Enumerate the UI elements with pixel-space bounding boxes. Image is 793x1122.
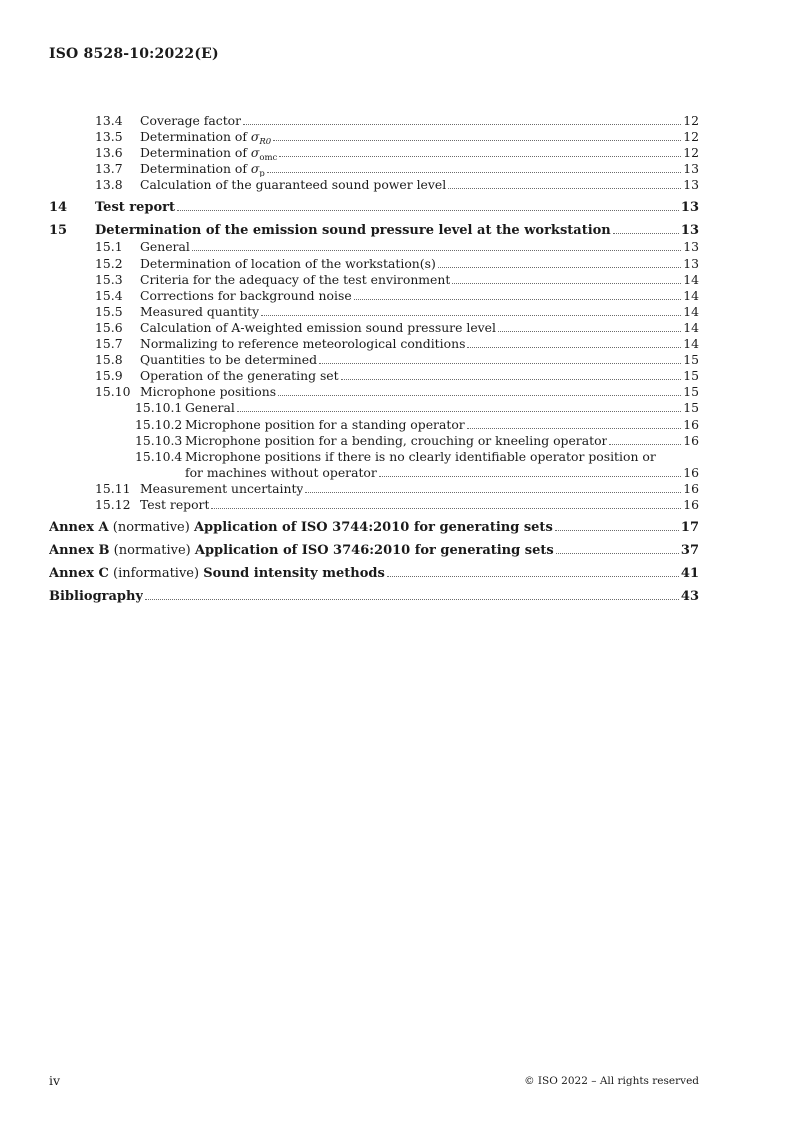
toc-entry-page: 13 [683,161,699,177]
dot-leader [279,156,681,157]
dot-leader [177,210,679,211]
toc-entry-title: Microphone position for a standing operator [185,416,465,432]
toc-entry-page: 14 [683,336,699,352]
toc-entry-15-8[interactable] [49,352,699,368]
toc-entry-page: 13 [683,239,699,255]
dot-leader [273,140,681,141]
table-of-contents [49,113,699,605]
toc-entry-number: 15.6 [95,319,123,335]
toc-entry-number: 15.4 [95,287,123,303]
toc-entry-number: 15.8 [95,352,123,368]
toc-entry-title: Measured quantity [140,303,260,319]
page-number: iv [49,1073,61,1088]
toc-entry-page: 16 [683,480,699,496]
toc-entry-annex-b[interactable] [49,542,699,559]
toc-annex-list [49,519,699,582]
toc-entry-title: Test report [140,496,210,512]
toc-entry-page: 17 [680,520,699,536]
toc-entry-number: 13.4 [95,113,123,128]
sigma-symbol: σ [250,161,260,177]
sigma-subscript: omc [259,153,278,162]
toc-entry-page: 13 [683,255,699,271]
toc-entry-number: 15.10.3 [135,432,183,448]
toc-entry-14[interactable] [49,199,699,216]
dot-leader [192,250,681,251]
toc-entry-number: 15.10 [95,384,131,400]
dot-leader [438,267,681,268]
toc-entry-title: Determination of the emission sound pressure level at the workstation [95,223,611,239]
dot-leader [452,283,681,284]
toc-entry-15-7[interactable] [49,336,699,352]
toc-entry-number: 15.10.2 [135,416,183,432]
toc-entry-title [49,565,385,582]
title-prefix: Determination of [140,161,251,177]
dot-leader [211,508,681,509]
toc-entry-page: 43 [680,589,699,605]
toc-entry-page: 13 [680,223,699,239]
toc-entry-15-10-1[interactable] [49,400,699,416]
toc-entry-number: 15.3 [95,271,123,287]
toc-entry-page: 13 [680,200,699,216]
dot-leader [243,124,681,125]
toc-entry-title: Coverage factor [140,113,242,128]
dot-leader [261,315,681,316]
toc-entry-13-4[interactable] [49,113,699,129]
toc-entry-15-11[interactable] [49,481,699,497]
toc-entry-15-10-3[interactable] [49,433,699,449]
toc-entry-15-12[interactable] [49,497,699,513]
toc-entry-number: 15.2 [95,255,123,271]
toc-entry-15-9[interactable] [49,368,699,384]
toc-entry-annex-a[interactable] [49,519,699,536]
dot-leader [498,331,681,332]
toc-entry-title: Measurement uncertainty [140,480,304,496]
toc-section-15-tail-list [49,481,699,513]
toc-entry-15-10-2[interactable] [49,417,699,433]
toc-entry-page: 16 [683,416,699,432]
toc-entry-title: General [185,400,235,416]
toc-entry-title: Calculation of the guaranteed sound power level [140,177,447,193]
annex-label: Annex B [49,543,110,559]
toc-entry-page: 12 [683,113,699,128]
toc-entry-title [140,129,271,145]
toc-entry-15[interactable] [49,222,699,239]
toc-entry-number: 15.11 [95,480,131,496]
toc-entry-page: 37 [680,543,699,559]
toc-entry-title: Criteria for the adequacy of the test environment [140,271,451,287]
toc-entry-number: 13.5 [95,129,123,145]
toc-entry-title-line1: Microphone positions if there is no clearly identifiable operator position or [185,448,656,464]
annex-title: Sound intensity methods [203,566,385,582]
toc-entry-number: 15.10.4 [135,448,183,464]
dot-leader [354,299,682,300]
toc-entry-title: Corrections for background noise [140,287,352,303]
sigma-subscript: R0 [259,137,272,146]
dot-leader [555,530,679,531]
toc-entry-number: 13.6 [95,145,123,161]
dot-leader [319,363,681,364]
toc-entry-number: 13.8 [95,177,123,193]
toc-entry-bibliography[interactable] [49,588,699,605]
annex-kind: (informative) [113,566,200,582]
title-prefix: Determination of [140,145,251,161]
toc-entry-page: 15 [683,400,699,416]
dot-leader [305,492,681,493]
toc-entry-page: 16 [683,464,699,480]
toc-entry-page: 14 [683,271,699,287]
toc-entry-title-line2: for machines without operator [185,464,377,480]
annex-kind: (normative) [113,543,191,559]
toc-entry-number: 15.9 [95,368,123,384]
toc-entry-15-4[interactable] [49,288,699,304]
toc-entry-13-5[interactable] [49,129,699,145]
dot-leader [379,476,681,477]
dot-leader [467,347,681,348]
toc-entry-page: 15 [683,384,699,400]
dot-leader [237,411,681,412]
toc-entry-page: 12 [683,145,699,161]
toc-entry-title: Operation of the generating set [140,368,339,384]
toc-entry-number: 13.7 [95,161,123,177]
toc-entry-13-8[interactable] [49,177,699,193]
toc-entry-number: 15 [49,223,68,239]
title-prefix: Determination of [140,129,251,145]
dot-leader [387,576,679,577]
toc-entry-title [49,519,553,536]
toc-entry-13-7[interactable] [49,161,699,177]
dot-leader [448,188,681,189]
toc-entry-title: Bibliography [49,589,144,605]
annex-title: Application of ISO 3746:2010 for generating sets [194,543,554,559]
annex-title: Application of ISO 3744:2010 for generating sets [193,520,553,536]
toc-entry-title: Determination of location of the workstation(s) [140,255,436,271]
dot-leader [609,444,681,445]
toc-entry-title: Calculation of A-weighted emission sound pressure level [140,319,496,335]
toc-entry-number: 15.1 [95,239,123,255]
toc-entry-page: 41 [680,566,699,582]
toc-entry-title [140,161,265,177]
toc-entry-number: 15.10.1 [135,400,183,416]
toc-entry-page: 15 [683,368,699,384]
toc-entry-15-10-4[interactable] [49,449,699,465]
dot-leader [267,172,681,173]
toc-entry-title [49,542,554,559]
toc-entry-15-3[interactable] [49,272,699,288]
toc-entry-number: 15.12 [95,496,131,512]
annex-label: Annex C [49,566,109,582]
toc-entry-page: 14 [683,287,699,303]
toc-entry-title [140,145,277,161]
dot-leader [278,395,681,396]
dot-leader [145,599,679,600]
toc-section-15-list [49,239,699,400]
toc-entry-15-5[interactable] [49,304,699,320]
sigma-subscript: p [259,169,265,178]
toc-entry-title: Microphone position for a bending, crouching or kneeling operator [185,432,608,448]
sigma-symbol: σ [250,145,260,161]
toc-entry-page: 14 [683,319,699,335]
toc-entry-page: 15 [683,352,699,368]
toc-entry-page: 13 [683,177,699,193]
toc-entry-15-2[interactable] [49,256,699,272]
annex-label: Annex A [49,520,109,536]
sigma-symbol: σ [250,129,260,145]
toc-entry-page: 12 [683,129,699,145]
dot-leader [556,553,679,554]
dot-leader [613,233,679,234]
toc-entry-13-6[interactable] [49,145,699,161]
toc-entry-15-10[interactable] [49,384,699,400]
toc-section-15-10-list [49,400,699,448]
toc-entry-annex-c[interactable] [49,565,699,582]
toc-entry-title: Normalizing to reference meteorological conditions [140,336,466,352]
toc-entry-title: General [140,239,190,255]
document-header: ISO 8528-10:2022(E) [49,46,219,62]
toc-entry-title: Microphone positions [140,384,277,400]
toc-entry-title: Test report [95,200,176,216]
toc-entry-15-6[interactable] [49,320,699,336]
toc-entry-page: 16 [683,496,699,512]
toc-entry-page: 14 [683,303,699,319]
dot-leader [341,379,682,380]
toc-entry-15-1[interactable] [49,239,699,255]
toc-entry-number: 15.5 [95,303,123,319]
toc-entry-page: 16 [683,432,699,448]
annex-kind: (normative) [112,520,190,536]
toc-entry-15-10-4-continued[interactable] [49,465,699,481]
toc-entry-number: 14 [49,200,68,216]
copyright-notice: © ISO 2022 – All rights reserved [524,1075,699,1087]
dot-leader [467,428,682,429]
toc-entry-number: 15.7 [95,336,123,352]
toc-entry-title: Quantities to be determined [140,352,318,368]
